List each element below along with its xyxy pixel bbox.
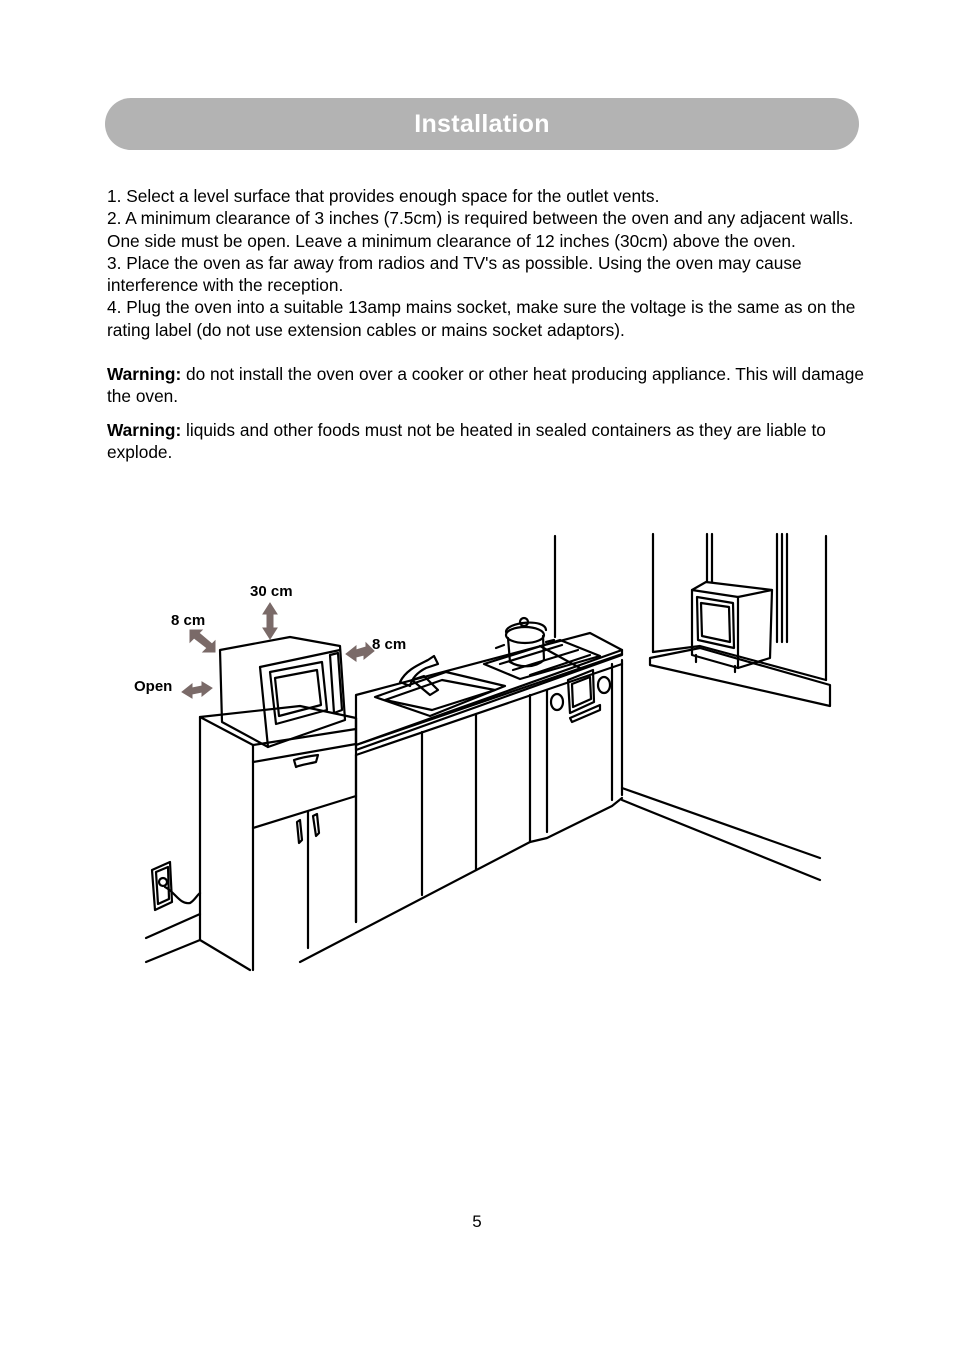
instruction-4: 4. Plug the oven into a suitable 13amp mains socket, make sure the voltage is the same as on the rating label (do not use extension cables or mains socket adaptors). <box>107 297 856 340</box>
label-front-open: Open <box>134 678 173 695</box>
label-top-clearance: 30 cm <box>250 583 293 600</box>
warning-1 <box>107 363 877 408</box>
warning-label: Warning: <box>107 419 182 440</box>
warning-text: do not install the oven over a cooker or other heat producing appliance. This will damage the oven. <box>107 364 864 407</box>
kitchen-installation-illustration <box>120 530 840 980</box>
arrow-front-icon <box>182 682 212 698</box>
microwave-oven <box>220 637 345 747</box>
page-number: 5 <box>472 1212 482 1231</box>
label-left-clearance: 8 cm <box>171 612 206 629</box>
instruction-2: 2. A minimum clearance of 3 inches (7.5cm) is required between the oven and any adjacent walls. One side must be open. Leave a minimum clearance of 12 inches (30cm) above the oven. <box>107 208 854 251</box>
arrow-right-icon <box>346 643 374 661</box>
television <box>692 582 772 672</box>
instruction-3: 3. Place the oven as far away from radios and TV's as possible. Using the oven may cause interference with the reception. <box>107 252 802 296</box>
section-title: Installation <box>414 109 550 138</box>
instructions-block <box>107 185 877 463</box>
instruction-1: 1. Select a level surface that provides enough space for the outlet vents. <box>107 186 660 206</box>
warning-2 <box>107 419 877 464</box>
section-header-bar <box>105 98 859 150</box>
label-right-clearance: 8 cm <box>372 636 407 653</box>
clearance-arrows <box>182 603 374 698</box>
arrow-top-icon <box>263 603 277 639</box>
left-floor-lines <box>146 914 200 962</box>
warning-label: Warning: <box>107 364 182 385</box>
base-cabinet <box>200 706 356 970</box>
warning-text: liquids and other foods must not be heated in sealed containers as they are liable to explode. <box>107 419 826 462</box>
arrow-left-icon <box>190 630 215 652</box>
window-frame <box>650 534 830 706</box>
wall-socket-icon <box>152 862 200 910</box>
